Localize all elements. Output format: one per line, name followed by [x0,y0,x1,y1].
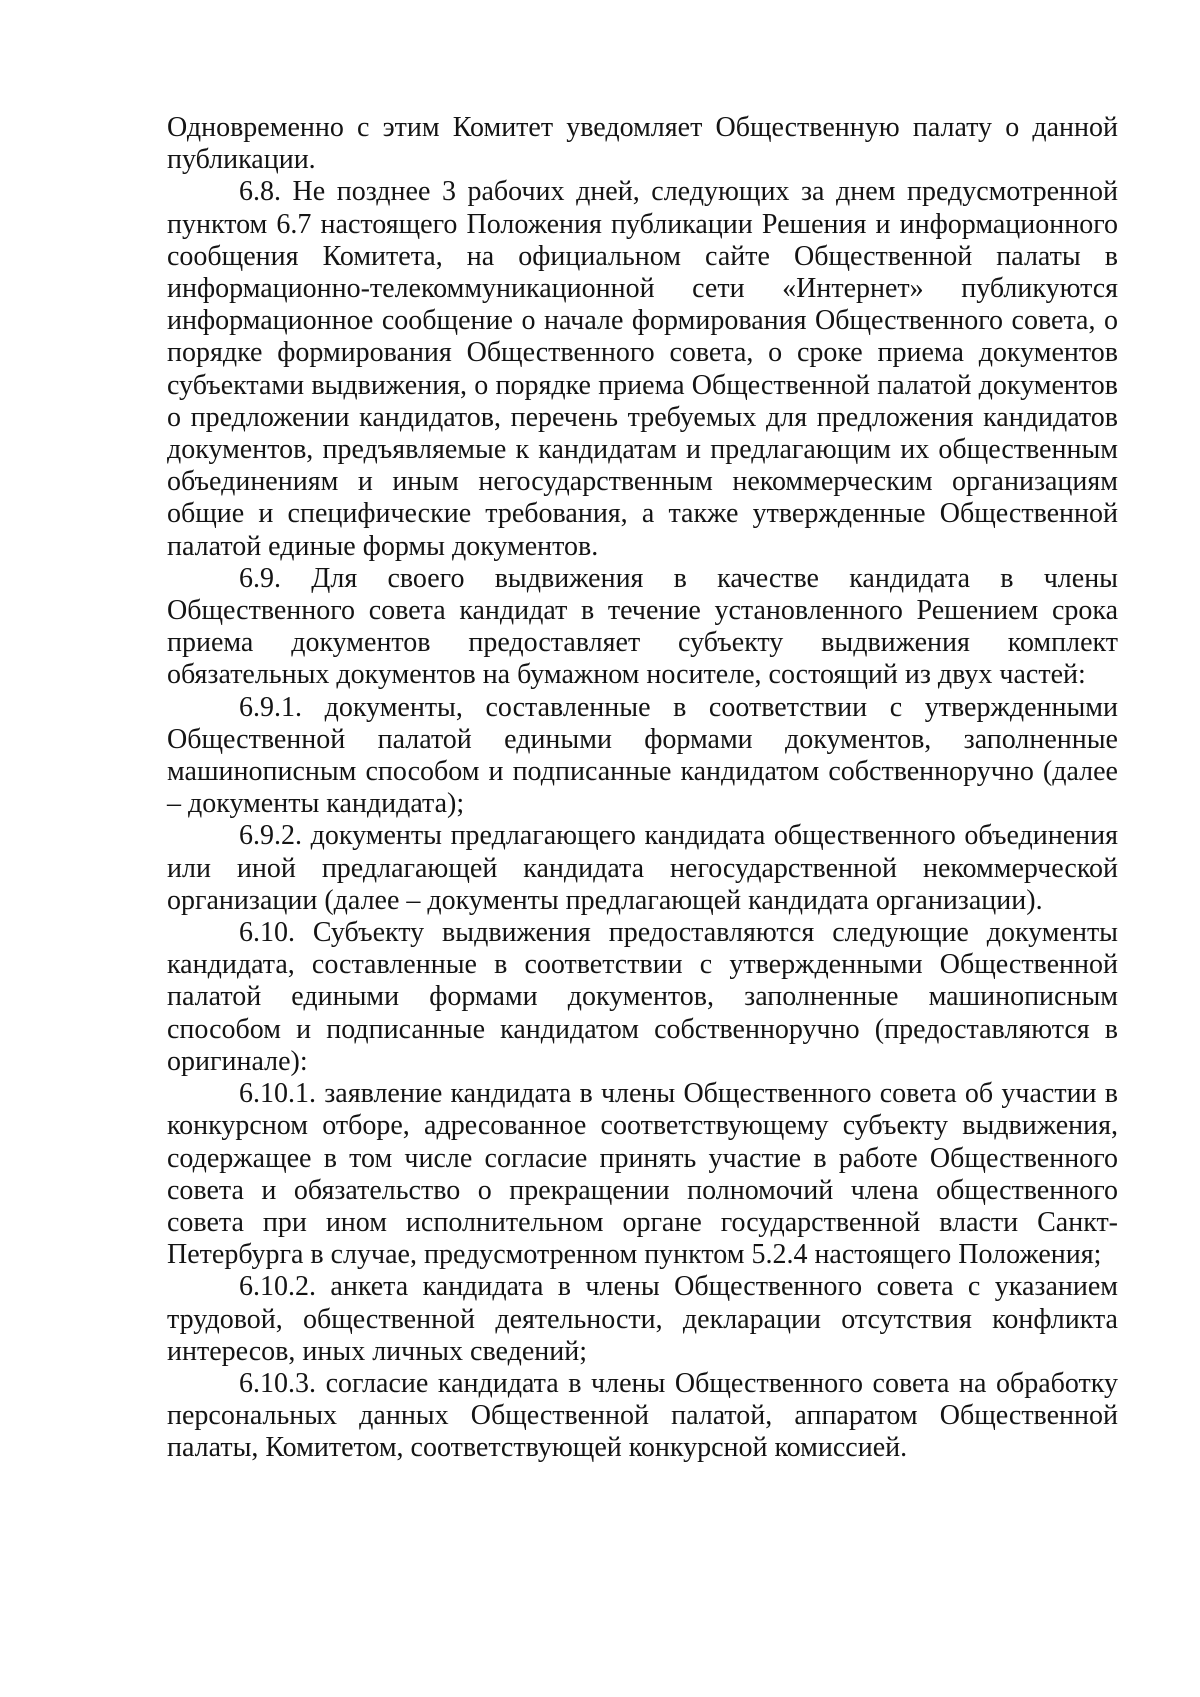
paragraph-6-8: 6.8. Не позднее 3 рабочих дней, следующих за днем предусмотренной пунктом 6.7 настоящего Положения публикации Решения и информационного сообщения Комитета, на официальном сайте Общественной палаты в информационно-телекоммуникационной сети «Интернет» публикуются информационное сообщение о начале формирования Общественного совета, о порядке формирования Общественного совета, о сроке приема документов субъектами выдвижения, о порядке приема Общественной палатой документов о предложении кандидатов, перечень требуемых для предложения кандидатов документов, предъявляемые к кандидатам и предлагающим их общественным объединениям и иным негосударственным некоммерческим организациям общие и специфические требования, а также утвержденные Общественной палатой единые формы документов. [167,176,1118,562]
paragraph-6-10-3: 6.10.3. согласие кандидата в члены Общественного совета на обработку персональных данных Общественной палатой, аппаратом Общественной палаты, Комитетом, соответствующей конкурсной комиссией. [167,1367,1118,1464]
paragraph-6-10: 6.10. Субъекту выдвижения предоставляются следующие документы кандидата, составленные в соответствии с утвержденными Общественной палатой едиными формами документов, заполненные машинописным способом и подписанные кандидатом собственноручно (предоставляются в оригинале): [167,917,1118,1077]
document-page [167,112,1118,1465]
paragraph-continuation: Одновременно с этим Комитет уведомляет Общественную палату о данной публикации. [167,112,1118,176]
paragraph-6-9-1: 6.9.1. документы, составленные в соответствии с утвержденными Общественной палатой едиными формами документов, заполненные машинописным способом и подписанные кандидатом собственноручно (далее – документы кандидата); [167,691,1118,820]
paragraph-6-10-2: 6.10.2. анкета кандидата в члены Общественного совета с указанием трудовой, общественной деятельности, декларации отсутствия конфликта интересов, иных личных сведений; [167,1271,1118,1367]
paragraph-6-9: 6.9. Для своего выдвижения в качестве кандидата в члены Общественного совета кандидат в течение установленного Решением срока приема документов предоставляет субъекту выдвижения комплект обязательных документов на бумажном носителе, состоящий из двух частей: [167,562,1118,691]
paragraph-6-10-1: 6.10.1. заявление кандидата в члены Общественного совета об участии в конкурсном отборе, адресованное соответствующему субъекту выдвижения, содержащее в том числе согласие принять участие в работе Общественного совета и обязательство о прекращении полномочий члена общественного совета при ином исполнительном органе государственной власти Санкт-Петербурга в случае, предусмотренном пунктом 5.2.4 настоящего Положения; [167,1078,1118,1271]
paragraph-6-9-2: 6.9.2. документы предлагающего кандидата общественного объединения или иной предлагающей кандидата негосударственной некоммерческой организации (далее – документы предлагающей кандидата организации). [167,820,1118,916]
